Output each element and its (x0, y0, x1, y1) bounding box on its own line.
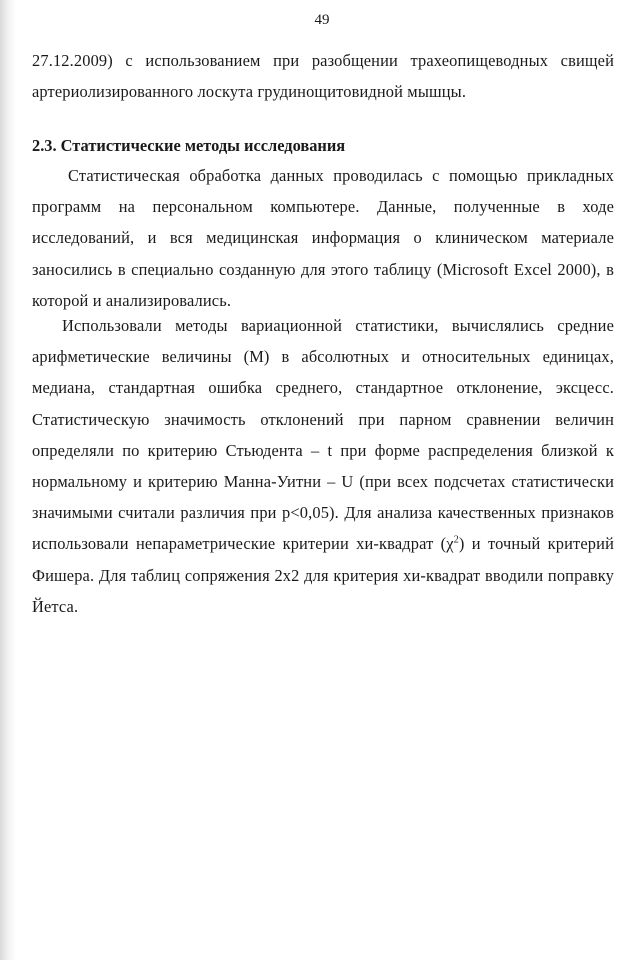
statistics-paragraph-block (32, 160, 614, 316)
section-heading: 2.3. Статистические методы исследования (32, 136, 346, 155)
intro-text-block (32, 45, 614, 107)
chi-symbol: χ (446, 534, 454, 554)
chi-exponent: 2 (453, 534, 459, 546)
methods-text-part-1: Использовали методы вариационной статистики, вычислялись средние арифметические величины (М) в абсолютных и относительных единицах, медиана, стандартная ошибка среднего, стандартное отклонение, эксцесс. Статистическую значимость отклонений при парном сравнении величин определяли по критерию Стьюдента – t при форме распределения близкой к нормальному и критерию Манна-Уитни – U (при всех подсчетах статистически значимыми считали различия при p<0,05). Для анализа качественных признаков использовали непараметрические критерии хи-квадрат ( (32, 316, 614, 554)
methods-paragraph (32, 310, 614, 622)
methods-text-part-2: ) и точный критерий Фишера. Для таблиц сопряжения 2х2 для критерия хи-квадрат вводили поправку Йетса. (32, 534, 614, 616)
page-number: 49 (314, 12, 330, 28)
methods-paragraph-block (32, 310, 614, 622)
statistics-processing-paragraph: Статистическая обработка данных проводилась с помощью прикладных программ на персональном компьютере. Данные, полученные в ходе исследований, и вся медицинская информация о клиническом материале заносились в специально созданную для этого таблицу (Microsoft Excel 2000), в которой и анализировались. (32, 166, 614, 310)
intro-paragraph: 27.12.2009) с использованием при разобщении трахеопищеводных свищей артериолизированного лоскута грудинощитовидной мышцы. (32, 51, 614, 102)
binding-shadow (0, 0, 16, 960)
